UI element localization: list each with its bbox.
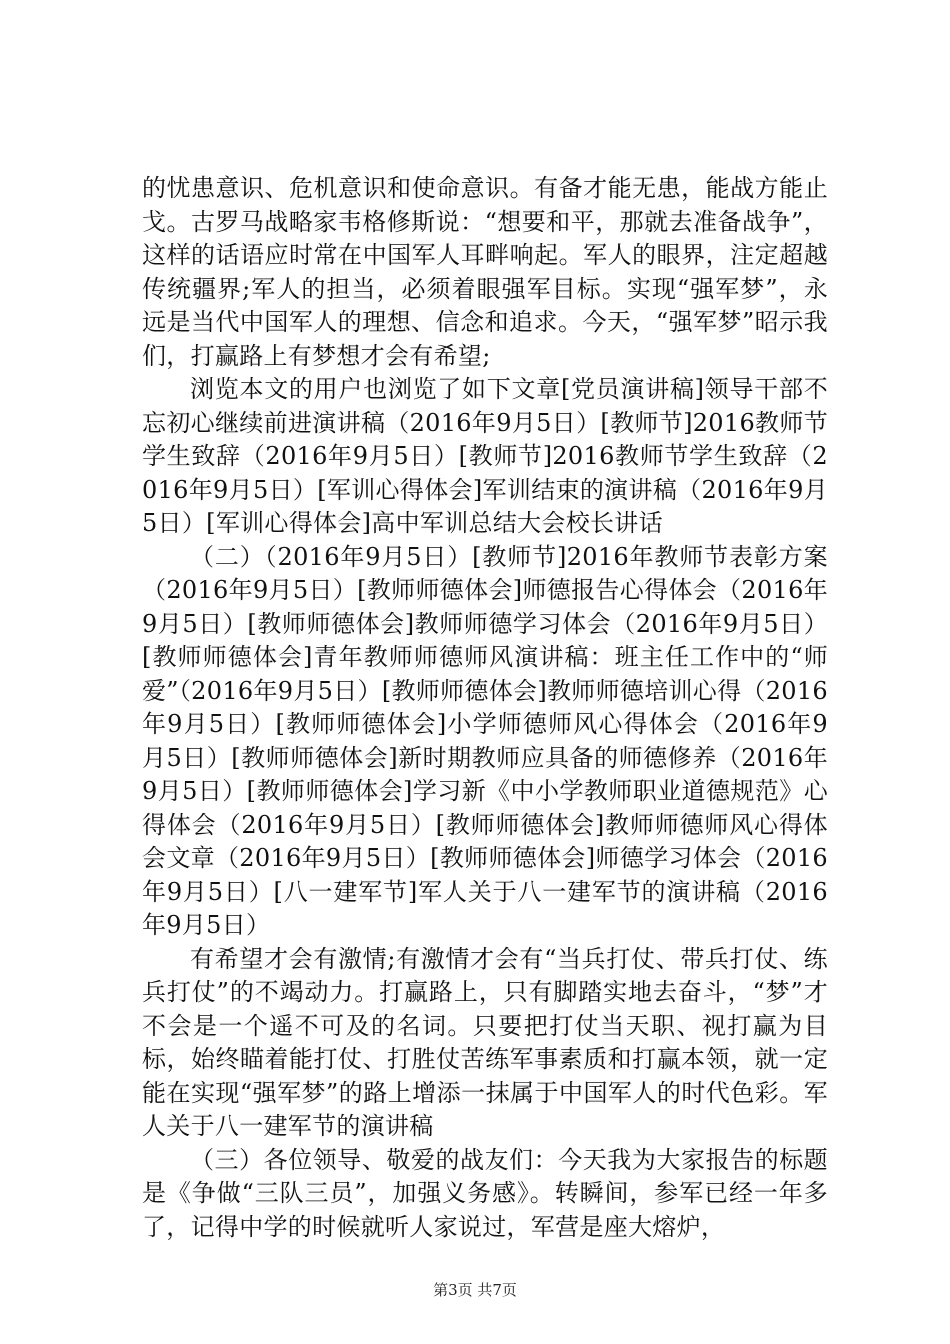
document-body	[142, 172, 828, 1244]
paragraph-2: 浏览本文的用户也浏览了如下文章[党员演讲稿]领导干部不忘初心继续前进演讲稿（2016年9月5日）[教师节]2016教师节学生致辞（2016年9月5日）[教师节]2016教师节学生致辞（2016年9月5日）[军训心得体会]军训结束的演讲稿（2016年9月5日）[军训心得体会]高中军训总结大会校长讲话	[142, 375, 828, 537]
paragraph-1: 的忧患意识、危机意识和使命意识。有备才能无患，能战方能止戈。古罗马战略家韦格修斯说：“想要和平，那就去准备战争”，这样的话语应时常在中国军人耳畔响起。军人的眼界，注定超越传统疆界;军人的担当，必须着眼强军目标。实现“强军梦”，永远是当代中国军人的理想、信念和追求。今天，“强军梦”昭示我们，打赢路上有梦想才会有希望;	[142, 174, 828, 370]
page-footer: 第3页 共7页	[433, 1281, 517, 1299]
paragraph-3: （二）（2016年9月5日）[教师节]2016年教师节表彰方案（2016年9月5日）[教师师德体会]师德报告心得体会（2016年9月5日）[教师师德体会]教师师德学习体会（2016年9月5日）[教师师德体会]青年教师师德师风演讲稿：班主任工作中的“师爱”（2016年9月5日）[教师师德体会]教师师德培训心得（2016年9月5日）[教师师德体会]小学师德师风心得体会（2016年9月5日）[教师师德体会]新时期教师应具备的师德修养（2016年9月5日）[教师师德体会]学习新《中小学教师职业道德规范》心得体会（2016年9月5日）[教师师德体会]教师师德师风心得体会文章（2016年9月5日）[教师师德体会]师德学习体会（2016年9月5日）[八一建军节]军人关于八一建军节的演讲稿（2016年9月5日）	[142, 542, 828, 939]
paragraph-4: 有希望才会有激情;有激情才会有“当兵打仗、带兵打仗、练兵打仗”的不竭动力。打赢路上，只有脚踏实地去奋斗，“梦”才不会是一个遥不可及的名词。只要把打仗当天职、视打赢为目标，始终瞄着能打仗、打胜仗苦练军事素质和打赢本领，就一定能在实现“强军梦”的路上增添一抹属于中国军人的时代色彩。军人关于八一建军节的演讲稿	[142, 944, 828, 1140]
paragraph-5: （三）各位领导、敬爱的战友们：今天我为大家报告的标题是《争做“三队三员”，加强义务感》。转瞬间，参军已经一年多了，记得中学的时候就听人家说过，军营是座大熔炉，	[142, 1145, 828, 1241]
